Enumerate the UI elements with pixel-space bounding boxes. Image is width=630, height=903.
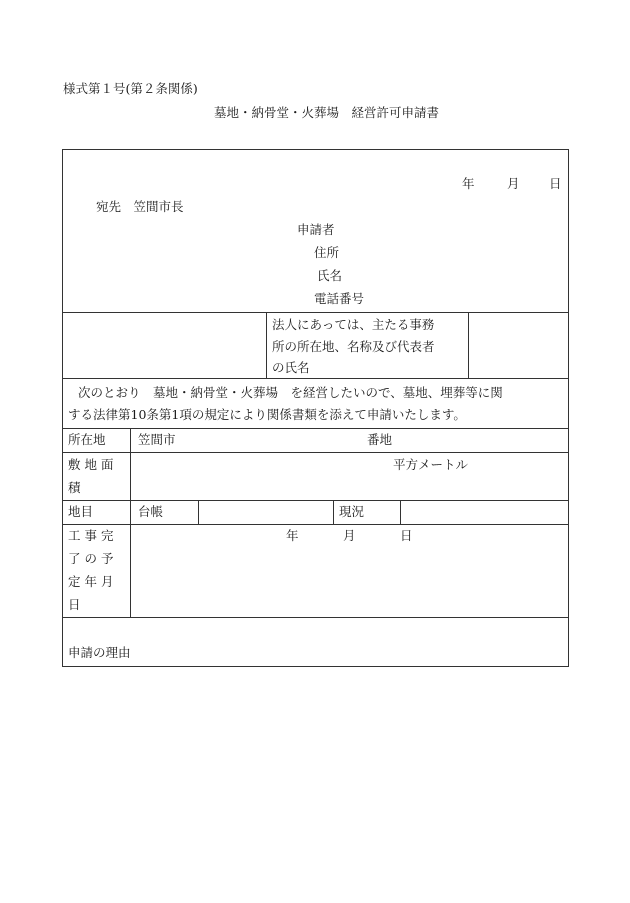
date-day-label: 日 <box>549 176 562 191</box>
completion-month-label: 月 <box>343 528 356 543</box>
divider-register-value <box>198 500 199 524</box>
area-label-line-2: 積 <box>68 480 81 495</box>
completion-label-line-1: 工 事 完 <box>68 528 114 543</box>
applicant-label: 申請者 <box>297 222 335 237</box>
statement-line-2: する法律第10条第1項の規定により関係書類を添えて申請いたします。 <box>68 407 466 422</box>
completion-label-line-4: 日 <box>68 597 81 612</box>
area-label-line-1: 敷 地 面 <box>68 457 114 472</box>
corporate-note-line-2: 所の所在地、名称及び代表者 <box>272 339 435 354</box>
address-label: 住所 <box>314 245 340 260</box>
name-label: 氏名 <box>317 268 343 283</box>
location-label: 所在地 <box>68 432 106 447</box>
land-category-label: 地目 <box>68 504 94 519</box>
divider-location <box>62 452 569 453</box>
date-year-label: 年 <box>462 176 475 191</box>
date-month-label: 月 <box>507 176 520 191</box>
phone-label: 電話番号 <box>314 291 365 306</box>
corporate-note-line-3: の氏名 <box>272 360 310 375</box>
form-number: 様式第１号(第２条関係) <box>63 81 198 96</box>
divider-corporate-right <box>468 312 469 378</box>
area-unit: 平方メートル <box>393 457 469 472</box>
corporate-note-line-1: 法人にあっては、主たる事務 <box>272 317 435 332</box>
divider-area <box>62 500 569 501</box>
statement-line-1: 次のとおり 墓地・納骨堂・火葬場 を経営したいので、墓地、埋葬等に関 <box>78 385 503 400</box>
divider-corporate <box>62 378 569 379</box>
completion-day-label: 日 <box>400 528 413 543</box>
divider-label-column <box>130 428 131 617</box>
form-title: 墓地・納骨堂・火葬場 経営許可申請書 <box>214 105 440 120</box>
divider-current-value <box>400 500 401 524</box>
divider-statement <box>62 428 569 429</box>
divider-header <box>62 312 569 313</box>
land-register-label: 台帳 <box>138 504 164 519</box>
location-city: 笠間市 <box>138 432 176 447</box>
completion-label-line-2: 了 の 予 <box>68 551 114 566</box>
location-lot-label: 番地 <box>367 432 393 447</box>
divider-land <box>62 524 569 525</box>
addressee: 宛先 笠間市長 <box>96 199 184 214</box>
divider-completion <box>62 617 569 618</box>
completion-year-label: 年 <box>286 528 299 543</box>
reason-label: 申請の理由 <box>68 645 131 660</box>
completion-label-line-3: 定 年 月 <box>68 574 114 589</box>
land-current-label: 現況 <box>339 504 365 519</box>
divider-current-label <box>333 500 334 524</box>
divider-corporate-left <box>266 312 267 378</box>
